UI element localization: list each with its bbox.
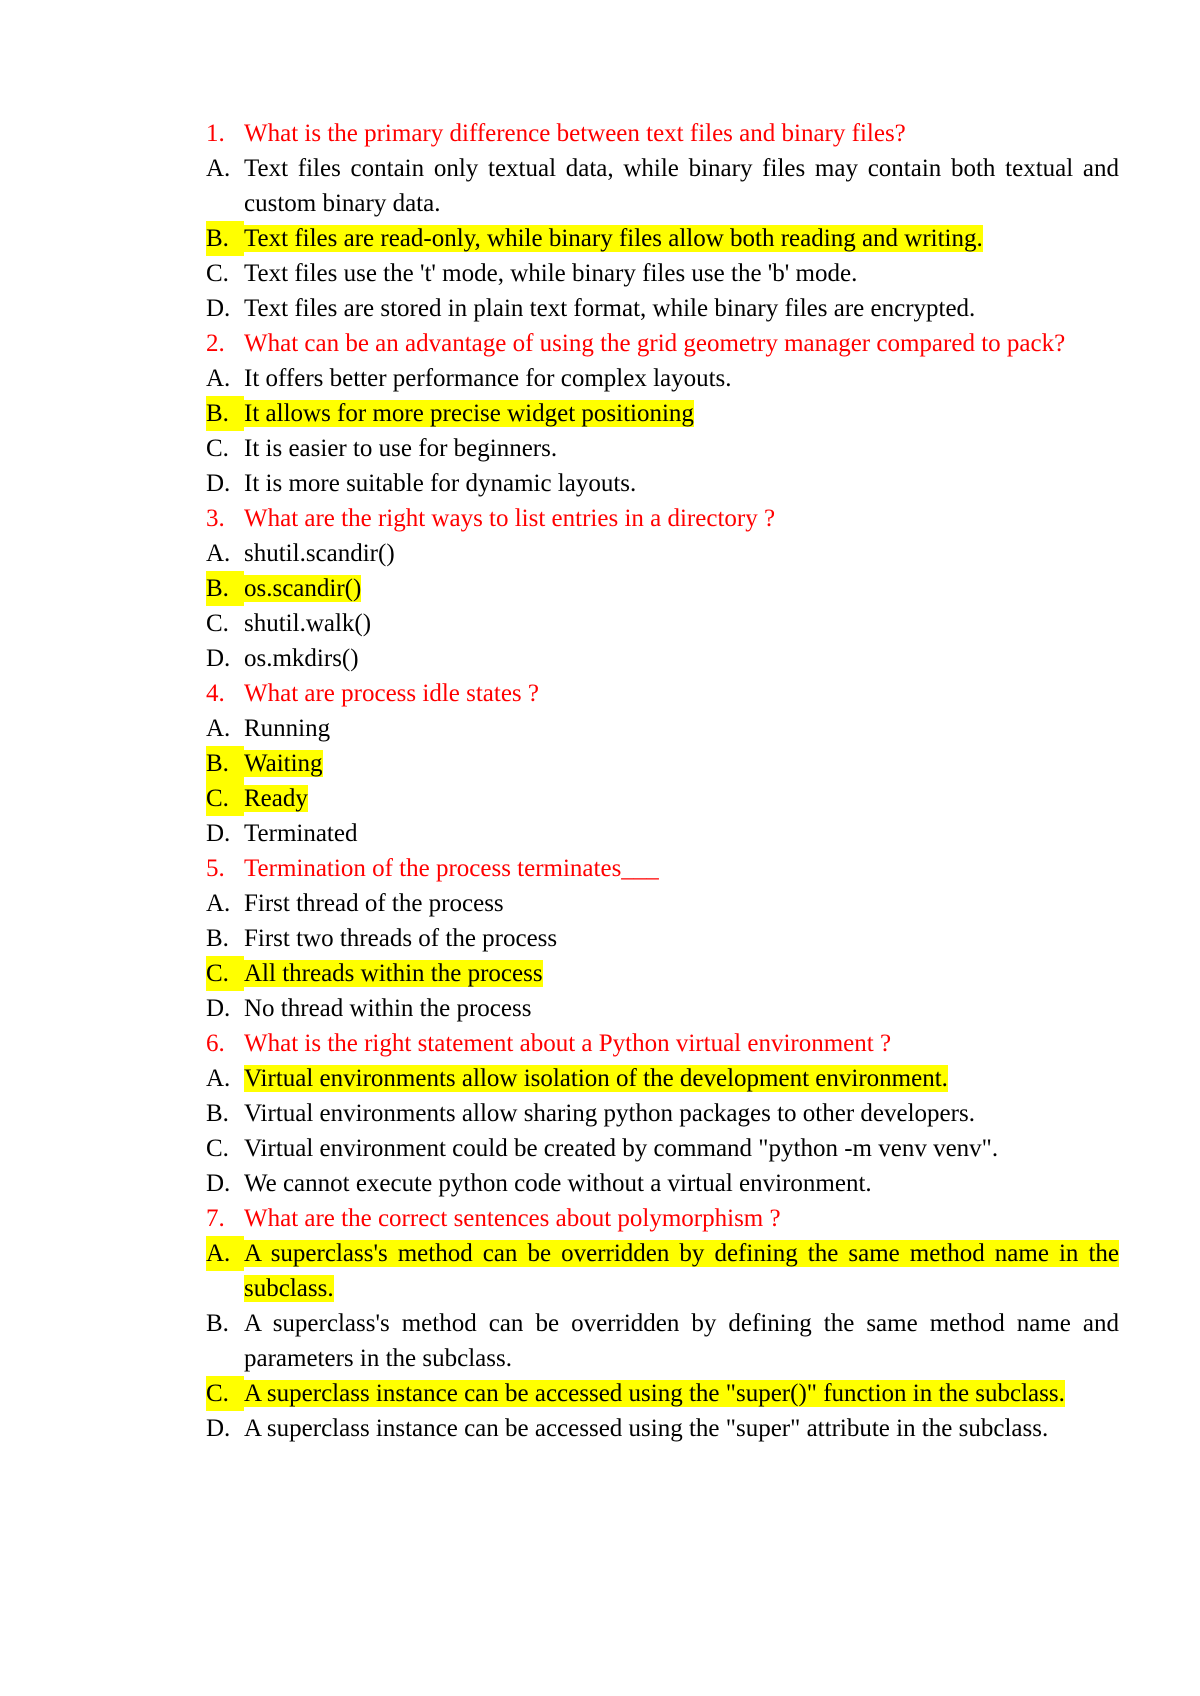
option-5-a — [206, 886, 1119, 921]
option-letter: B. — [206, 1310, 229, 1337]
highlighted-answer-text: os.scandir() — [244, 575, 362, 602]
option-text: It offers better performance for complex layouts. — [244, 365, 732, 392]
question-text: What is the primary difference between text files and binary files? — [244, 120, 906, 147]
option-body — [244, 991, 1119, 1026]
quiz-document — [206, 116, 1119, 1446]
option-letter: B. — [206, 746, 244, 781]
option-text: First two threads of the process — [244, 925, 558, 952]
question-3 — [206, 501, 1119, 536]
option-letter: D. — [206, 995, 231, 1022]
option-text: Text files contain only textual data, while binary files may contain both textual and custom binary data. — [244, 155, 1119, 217]
option-text: Virtual environment could be created by command "python -m venv venv". — [244, 1135, 999, 1162]
option-5-b — [206, 921, 1119, 956]
option-text: Terminated — [244, 820, 358, 847]
option-body — [244, 256, 1119, 291]
question-1 — [206, 116, 1119, 151]
option-text: First thread of the process — [244, 890, 504, 917]
option-body — [244, 571, 1119, 606]
option-text: We cannot execute python code without a virtual environment. — [244, 1170, 872, 1197]
option-body — [244, 396, 1119, 431]
option-text: Text files are stored in plain text format, while binary files are encrypted. — [244, 295, 976, 322]
option-text: os.mkdirs() — [244, 645, 359, 672]
question-number: 6. — [206, 1030, 225, 1057]
highlighted-answer-text: All threads within the process — [244, 960, 543, 987]
option-6-c — [206, 1131, 1119, 1166]
highlighted-answer-text: Ready — [244, 785, 308, 812]
option-body — [244, 641, 1119, 676]
question-number: 1. — [206, 120, 225, 147]
option-text: It is easier to use for beginners. — [244, 435, 558, 462]
option-body — [244, 1236, 1119, 1306]
option-letter: A. — [206, 540, 231, 567]
option-text: Text files use the 't' mode, while binary files use the 'b' mode. — [244, 260, 858, 287]
option-7-d — [206, 1411, 1119, 1446]
highlighted-answer-text: Virtual environments allow isolation of the development environment. — [244, 1065, 948, 1092]
option-letter: D. — [206, 470, 231, 497]
option-2-d — [206, 466, 1119, 501]
option-1-a — [206, 151, 1119, 221]
option-text: A superclass's method can be overridden by defining the same method name and parameters in the subclass. — [244, 1310, 1119, 1372]
option-body — [244, 1096, 1119, 1131]
option-3-d — [206, 641, 1119, 676]
option-letter: D. — [206, 820, 231, 847]
option-letter: B. — [206, 571, 244, 606]
option-text: A superclass instance can be accessed using the "super" attribute in the subclass. — [244, 1415, 1049, 1442]
option-letter: A. — [206, 155, 231, 182]
option-3-b — [206, 571, 1119, 606]
option-body — [244, 781, 1119, 816]
option-text: shutil.scandir() — [244, 540, 395, 567]
option-body — [244, 746, 1119, 781]
question-text: What is the right statement about a Python virtual environment ? — [244, 1030, 892, 1057]
option-text: It is more suitable for dynamic layouts. — [244, 470, 637, 497]
option-letter: A. — [206, 365, 231, 392]
option-letter: C. — [206, 610, 229, 637]
option-body — [244, 1411, 1119, 1446]
option-2-a — [206, 361, 1119, 396]
option-letter: C. — [206, 1376, 244, 1411]
option-letter: D. — [206, 1415, 231, 1442]
option-letter: B. — [206, 1100, 229, 1127]
option-body — [244, 1131, 1119, 1166]
highlighted-answer-text: A superclass's method can be overridden by defining the same method name in the subclass. — [244, 1240, 1119, 1302]
option-body — [244, 1061, 1119, 1096]
question-6 — [206, 1026, 1119, 1061]
option-4-c — [206, 781, 1119, 816]
question-5 — [206, 851, 1119, 886]
option-body — [244, 956, 1119, 991]
option-1-b — [206, 221, 1119, 256]
option-body — [244, 291, 1119, 326]
option-body — [244, 221, 1119, 256]
question-number: 4. — [206, 680, 225, 707]
option-text: No thread within the process — [244, 995, 532, 1022]
option-3-a — [206, 536, 1119, 571]
question-7 — [206, 1201, 1119, 1236]
option-body — [244, 886, 1119, 921]
question-4 — [206, 676, 1119, 711]
option-body — [244, 1376, 1119, 1411]
question-number: 3. — [206, 505, 225, 532]
question-number: 7. — [206, 1205, 225, 1232]
option-2-b — [206, 396, 1119, 431]
option-letter: B. — [206, 925, 229, 952]
option-5-d — [206, 991, 1119, 1026]
option-letter: A. — [206, 1065, 231, 1092]
option-letter: A. — [206, 715, 231, 742]
option-4-d — [206, 816, 1119, 851]
option-letter: C. — [206, 781, 244, 816]
option-body — [244, 711, 1119, 746]
option-body — [244, 536, 1119, 571]
option-letter: A. — [206, 1236, 244, 1271]
option-letter: B. — [206, 396, 244, 431]
question-number: 2. — [206, 330, 225, 357]
question-number: 5. — [206, 855, 225, 882]
option-letter: C. — [206, 260, 229, 287]
option-letter: A. — [206, 890, 231, 917]
question-2 — [206, 326, 1119, 361]
option-body — [244, 151, 1119, 221]
option-2-c — [206, 431, 1119, 466]
option-body — [244, 921, 1119, 956]
option-body — [244, 816, 1119, 851]
option-7-b — [206, 1306, 1119, 1376]
option-text: shutil.walk() — [244, 610, 372, 637]
option-letter: B. — [206, 221, 244, 256]
option-3-c — [206, 606, 1119, 641]
option-body — [244, 466, 1119, 501]
highlighted-answer-text: It allows for more precise widget positioning — [244, 400, 694, 427]
option-4-a — [206, 711, 1119, 746]
option-1-c — [206, 256, 1119, 291]
option-body — [244, 431, 1119, 466]
option-body — [244, 1306, 1119, 1376]
option-letter: C. — [206, 956, 244, 991]
option-6-d — [206, 1166, 1119, 1201]
option-text: Running — [244, 715, 331, 742]
question-text: What can be an advantage of using the grid geometry manager compared to pack? — [244, 330, 1066, 357]
option-body — [244, 606, 1119, 641]
option-letter: D. — [206, 645, 231, 672]
option-7-a — [206, 1236, 1119, 1306]
highlighted-answer-text: A superclass instance can be accessed using the "super()" function in the subclass. — [244, 1380, 1065, 1407]
option-letter: D. — [206, 295, 231, 322]
option-text: Virtual environments allow sharing python packages to other developers. — [244, 1100, 975, 1127]
question-text: What are process idle states ? — [244, 680, 540, 707]
option-letter: C. — [206, 1135, 229, 1162]
option-6-b — [206, 1096, 1119, 1131]
option-5-c — [206, 956, 1119, 991]
question-text: Termination of the process terminates___ — [244, 855, 659, 882]
highlighted-answer-text: Text files are read-only, while binary files allow both reading and writing. — [244, 225, 983, 252]
option-letter: C. — [206, 435, 229, 462]
option-7-c — [206, 1376, 1119, 1411]
option-letter: D. — [206, 1170, 231, 1197]
question-text: What are the right ways to list entries in a directory ? — [244, 505, 776, 532]
highlighted-answer-text: Waiting — [244, 750, 323, 777]
question-text: What are the correct sentences about polymorphism ? — [244, 1205, 781, 1232]
option-1-d — [206, 291, 1119, 326]
option-body — [244, 361, 1119, 396]
option-6-a — [206, 1061, 1119, 1096]
option-4-b — [206, 746, 1119, 781]
option-body — [244, 1166, 1119, 1201]
